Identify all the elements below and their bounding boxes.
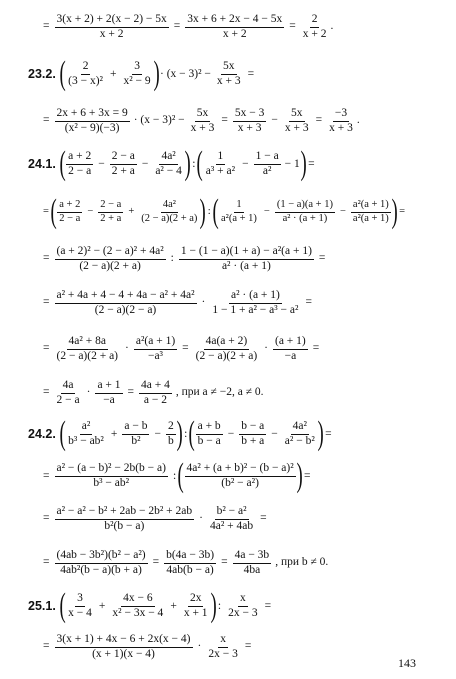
denominator: (2 − a)(2 + a) — [141, 212, 198, 224]
math-operator: = — [43, 252, 50, 265]
parenthesis: ) — [199, 193, 207, 230]
math-operator: = — [43, 386, 50, 399]
numerator: 3x + 6 + 2x − 4 − 5x — [185, 14, 284, 28]
math-operator: · (x − 3)² − — [160, 67, 211, 80]
denominator: x + 3 — [216, 74, 241, 87]
fraction — [110, 151, 137, 177]
page-number: 143 — [398, 656, 416, 670]
fraction — [233, 108, 267, 134]
fraction — [110, 593, 165, 619]
math-operator: · — [201, 296, 206, 309]
denominator: 2 + a — [100, 212, 122, 224]
math-operator: = — [43, 114, 50, 127]
math-operator: , при a ≠ −2, a ≠ 0. — [175, 386, 264, 399]
math-operator: , при b ≠ 0. — [275, 556, 329, 569]
numerator: (1 − a)(a + 1) — [275, 200, 335, 213]
numerator: a² · (a + 1) — [229, 290, 282, 304]
numerator: a + 1 — [95, 380, 122, 394]
denominator: a − 2 — [143, 393, 167, 406]
denominator: x + 2 — [302, 27, 327, 40]
numerator: 5x — [221, 61, 237, 75]
numerator: 1 − (1 − a)(1 + a) − a²(a + 1) — [179, 246, 314, 260]
math-operator: · — [199, 512, 203, 525]
numerator: a²(a + 1) — [134, 336, 177, 350]
denominator: x² − 9 — [123, 74, 151, 87]
math-operator: − 1 — [284, 157, 300, 170]
numerator: 1 — [234, 200, 243, 213]
fraction — [95, 380, 122, 406]
fraction — [226, 593, 260, 619]
fraction — [351, 200, 391, 224]
math-line-15 — [40, 634, 254, 660]
math-operator: − — [227, 427, 235, 440]
fraction — [139, 380, 172, 406]
problem-24-1 — [28, 145, 318, 182]
denominator: 4ab(b − a) — [166, 563, 214, 576]
fraction — [66, 593, 94, 619]
fraction — [66, 421, 106, 447]
math-line-9 — [40, 380, 266, 406]
denominator: a² · (a + 1) — [221, 259, 271, 272]
math-operator: = — [260, 512, 267, 525]
math-line-8 — [40, 336, 322, 362]
denominator: 2x − 3 — [228, 606, 258, 619]
numerator: a + b — [196, 421, 223, 435]
denominator: (x + 1)(x − 4) — [92, 647, 155, 660]
fraction — [55, 336, 121, 362]
denominator: (x² − 9)(−3) — [64, 121, 120, 134]
denominator: x + 3 — [329, 121, 353, 134]
math-operator: = — [43, 469, 50, 482]
math-operator: − — [271, 427, 278, 440]
math-operator: − — [263, 206, 270, 218]
denominator: 4ba — [243, 563, 261, 576]
parenthesis: ( — [177, 457, 184, 494]
numerator: 2 − a — [110, 151, 137, 165]
denominator: (3 − x)² — [68, 74, 103, 87]
numerator: 3 — [132, 61, 142, 75]
math-operator: = — [152, 556, 160, 569]
denominator: −a — [103, 393, 115, 406]
fraction — [283, 108, 311, 134]
denominator: 2 − a — [68, 164, 92, 177]
fraction — [208, 506, 255, 532]
denominator: 2 + a — [111, 164, 135, 177]
parenthesis: ) — [317, 415, 324, 452]
math-operator: = — [221, 556, 228, 569]
numerator: a² − a² − b² + 2ab − 2b² + 2ab — [55, 506, 195, 520]
numerator: 4a² + (a + b)² − (b − a)² — [185, 463, 296, 477]
math-operator: · — [86, 386, 91, 399]
denominator: 4a² + 4ab — [209, 519, 254, 532]
math-operator: · — [264, 342, 268, 355]
denominator: x + 3 — [237, 121, 262, 134]
numerator: 3(x + 1) + 4x − 6 + 2x(x − 4) — [55, 634, 193, 648]
numerator: 3(x + 2) + 2(x − 2) − 5x — [55, 14, 169, 28]
fraction — [57, 200, 82, 224]
math-operator: + — [128, 206, 135, 218]
math-operator: : — [170, 252, 174, 265]
fraction — [121, 61, 152, 87]
fraction — [55, 246, 166, 272]
denominator: a² · (a + 1) — [282, 212, 328, 224]
math-operator: = — [315, 114, 323, 127]
fraction — [66, 61, 105, 87]
math-line-12 — [40, 506, 270, 532]
numerator: 3 — [75, 593, 85, 607]
math-operator: : — [172, 469, 177, 482]
math-operator: : — [184, 427, 188, 440]
numerator: 4a + 4 — [139, 380, 172, 394]
denominator: (2 − a)(2 + a) — [195, 349, 258, 362]
math-operator: : — [217, 599, 222, 612]
numerator: b(4a − 3b) — [164, 550, 216, 564]
denominator: x + 1 — [183, 606, 208, 619]
parenthesis: ( — [196, 145, 204, 182]
fraction — [215, 61, 243, 87]
fraction — [55, 463, 168, 489]
math-line-13 — [40, 550, 330, 576]
fraction — [55, 550, 148, 576]
fraction — [139, 200, 199, 224]
numerator: 2 — [166, 421, 176, 435]
numerator: (a + 1) — [273, 336, 308, 350]
fraction — [233, 550, 272, 576]
denominator: b + a — [241, 434, 265, 447]
math-operator: − — [242, 157, 249, 170]
math-operator: = — [244, 640, 252, 653]
math-operator: − — [339, 206, 346, 218]
denominator: b³ − ab² — [93, 476, 130, 489]
numerator: 1 — [216, 151, 226, 165]
math-operator: : — [192, 157, 196, 170]
fraction — [301, 14, 329, 40]
fraction — [166, 421, 176, 447]
fraction — [283, 421, 317, 447]
math-line-6 — [40, 246, 328, 272]
denominator: b − a — [197, 434, 221, 447]
denominator: (2 − a)(2 + a) — [79, 259, 141, 272]
parenthesis: ) — [210, 587, 217, 624]
denominator: b² — [131, 434, 141, 447]
problem-24-2 — [28, 415, 335, 452]
denominator: b — [167, 434, 174, 447]
numerator: 2 — [81, 61, 91, 75]
fraction — [254, 151, 281, 177]
math-operator: − — [154, 427, 161, 440]
denominator: a²(a + 1) — [221, 212, 257, 224]
numerator: 5x − 3 — [233, 108, 267, 122]
math-operator: = — [43, 640, 50, 653]
problem-label: 23.2. — [28, 67, 56, 82]
fraction — [327, 108, 355, 134]
numerator: −3 — [333, 108, 349, 122]
math-operator: = — [289, 20, 296, 33]
math-operator: + — [109, 67, 117, 80]
fraction — [206, 634, 240, 660]
fraction — [194, 336, 260, 362]
math-operator: = — [264, 599, 272, 612]
parenthesis: ( — [59, 145, 66, 182]
denominator: 2 − a — [56, 393, 80, 406]
fraction — [239, 421, 266, 447]
fraction — [55, 634, 193, 660]
fraction — [179, 246, 314, 272]
parenthesis: ) — [300, 145, 307, 182]
fraction — [275, 200, 335, 224]
math-operator: = — [304, 469, 311, 482]
parenthesis: ) — [176, 415, 183, 452]
denominator: 1 − 1 + a² − a³ − a² — [212, 303, 299, 316]
fraction — [219, 200, 259, 224]
denominator: a² — [262, 164, 272, 177]
fraction — [204, 151, 237, 177]
denominator: x + 2 — [99, 27, 124, 40]
fraction — [164, 550, 216, 576]
problem-label: 24.1. — [28, 157, 56, 172]
problem-23-2 — [28, 55, 257, 92]
fraction — [196, 421, 223, 447]
fraction — [55, 380, 82, 406]
math-operator: = — [399, 206, 406, 218]
denominator: (b² − a²) — [221, 476, 259, 489]
fraction — [134, 336, 177, 362]
denominator: x − 4 — [68, 606, 92, 619]
problem-label: 24.2. — [28, 427, 56, 442]
parenthesis: ) — [391, 193, 398, 230]
math-operator: = — [43, 342, 50, 355]
fraction — [182, 593, 210, 619]
numerator: 4a — [61, 380, 76, 394]
fraction — [55, 14, 169, 40]
fraction — [210, 290, 300, 316]
math-operator: + — [98, 599, 106, 612]
math-line-3: = $\frac{2x + 6 + 3x = 9}{\text{(x² − 9)(−3)}}$ · (x − 3)² − $\frac{5x}{x + 3}$ = $\frac{5x - 3}{x + 3}$ − $\frac{5x}{x + 3}$ = $\frac{-3}{x + 3}$ . — [43, 107, 360, 134]
numerator: a − b — [122, 421, 149, 435]
denominator: −a — [284, 349, 297, 362]
denominator: (2 − a)(2 + a) — [56, 349, 118, 362]
numerator: a² — [80, 421, 93, 435]
denominator: x + 3 — [284, 121, 309, 134]
math-operator: = — [308, 157, 315, 170]
numerator: b − a — [239, 421, 266, 435]
math-line-7 — [40, 290, 315, 316]
math-line-1: = $\frac{3(x + 2) + 2(x - 2) - 5x}{x + 2}$ = $\frac{3x + 6 + 2x - 4 - 5x}{x + 2}$ = $\frac{2}{x + 2}$ . — [43, 13, 334, 40]
numerator: b² − a² — [215, 506, 249, 520]
parenthesis: ) — [296, 457, 303, 494]
parenthesis: ( — [59, 55, 66, 92]
problem-25-1 — [28, 587, 274, 624]
math-operator: · — [197, 640, 202, 653]
numerator: (4ab − 3b²)(b² − a²) — [55, 550, 148, 564]
problem-label: 25.1. — [28, 599, 56, 614]
math-line-5 — [40, 193, 408, 230]
numerator: 4a² — [161, 200, 178, 213]
numerator: 1 − a — [254, 151, 281, 165]
parenthesis: ( — [59, 587, 66, 624]
math-operator: = — [43, 206, 49, 218]
numerator: x — [218, 634, 228, 648]
math-operator: − — [98, 157, 105, 170]
fraction — [153, 151, 184, 177]
math-operator: · — [125, 342, 129, 355]
math-operator: − — [87, 206, 94, 218]
math-operator: = — [43, 512, 50, 525]
math-operator: = — [247, 67, 255, 80]
fraction — [273, 336, 308, 362]
numerator: 5x — [195, 108, 211, 122]
numerator: x — [238, 593, 248, 607]
denominator: b³ − ab² — [68, 434, 104, 447]
numerator: 4a(a + 2) — [204, 336, 250, 350]
numerator: 4x − 6 — [121, 593, 155, 607]
numerator: 2x — [188, 593, 204, 607]
denominator: x² − 3x − 4 — [112, 606, 164, 619]
parenthesis: ) — [153, 55, 160, 92]
denominator: −a³ — [147, 349, 164, 362]
numerator: 2x + 6 + 3x = 9 — [55, 108, 130, 122]
numerator: a + 2 — [57, 200, 82, 213]
numerator: 4a² + 8a — [67, 336, 108, 350]
math-operator: = — [221, 114, 228, 127]
math-operator: − — [141, 157, 149, 170]
numerator: a²(a + 1) — [351, 200, 391, 213]
fraction — [55, 108, 130, 134]
numerator: a + 2 — [66, 151, 93, 165]
math-operator: = — [318, 252, 326, 265]
math-operator: − — [271, 114, 278, 127]
parenthesis: ( — [188, 415, 196, 452]
numerator: 4a − 3b — [233, 550, 272, 564]
denominator: a² − 4 — [155, 164, 182, 177]
fraction — [122, 421, 149, 447]
denominator: b²(b − a) — [104, 519, 145, 532]
math-operator: : — [207, 206, 211, 218]
numerator: 5x — [289, 108, 305, 122]
denominator: a²(a + 1) — [352, 212, 389, 224]
math-line-11 — [40, 457, 314, 494]
numerator: (a + 2)² − (2 − a)² + 4a² — [55, 246, 166, 260]
fraction — [55, 290, 197, 316]
denominator: a³ + a² — [205, 164, 236, 177]
fraction — [66, 151, 93, 177]
numerator: a² − (a − b)² − 2b(b − a) — [55, 463, 168, 477]
numerator: 4a² — [159, 151, 177, 165]
math-operator: = — [305, 296, 312, 309]
math-operator: + — [110, 427, 118, 440]
math-operator: = — [43, 20, 50, 33]
denominator: x + 3 — [190, 121, 215, 134]
parenthesis: ( — [50, 193, 57, 230]
math-operator: = — [173, 20, 181, 33]
denominator: 2 − a — [59, 212, 81, 224]
math-operator: · (x − 3)² − — [133, 114, 185, 127]
denominator: x + 2 — [222, 27, 247, 40]
parenthesis: ) — [184, 145, 191, 182]
math-operator: = — [182, 342, 189, 355]
math-operator: = — [127, 386, 135, 399]
parenthesis: ( — [59, 415, 66, 452]
numerator: 2 − a — [98, 200, 123, 213]
math-operator: = — [43, 556, 50, 569]
parenthesis: ( — [212, 193, 219, 230]
fraction — [189, 108, 217, 134]
fraction — [185, 463, 296, 489]
math-operator: + — [170, 599, 177, 612]
denominator: 2x − 3 — [208, 647, 238, 660]
fraction — [98, 200, 123, 224]
denominator: (2 − a)(2 − a) — [94, 303, 157, 316]
math-operator: = — [43, 296, 50, 309]
math-operator: = — [325, 427, 332, 440]
math-operator: = — [312, 342, 320, 355]
numerator: 4a² — [291, 421, 309, 435]
fraction — [185, 14, 284, 40]
numerator: 2 — [310, 14, 320, 28]
denominator: a² − b² — [284, 434, 315, 447]
numerator: a² + 4a + 4 − 4 + 4a − a² + 4a² — [55, 290, 197, 304]
fraction — [55, 506, 195, 532]
denominator: 4ab²(b − a)(b + a) — [60, 563, 142, 576]
